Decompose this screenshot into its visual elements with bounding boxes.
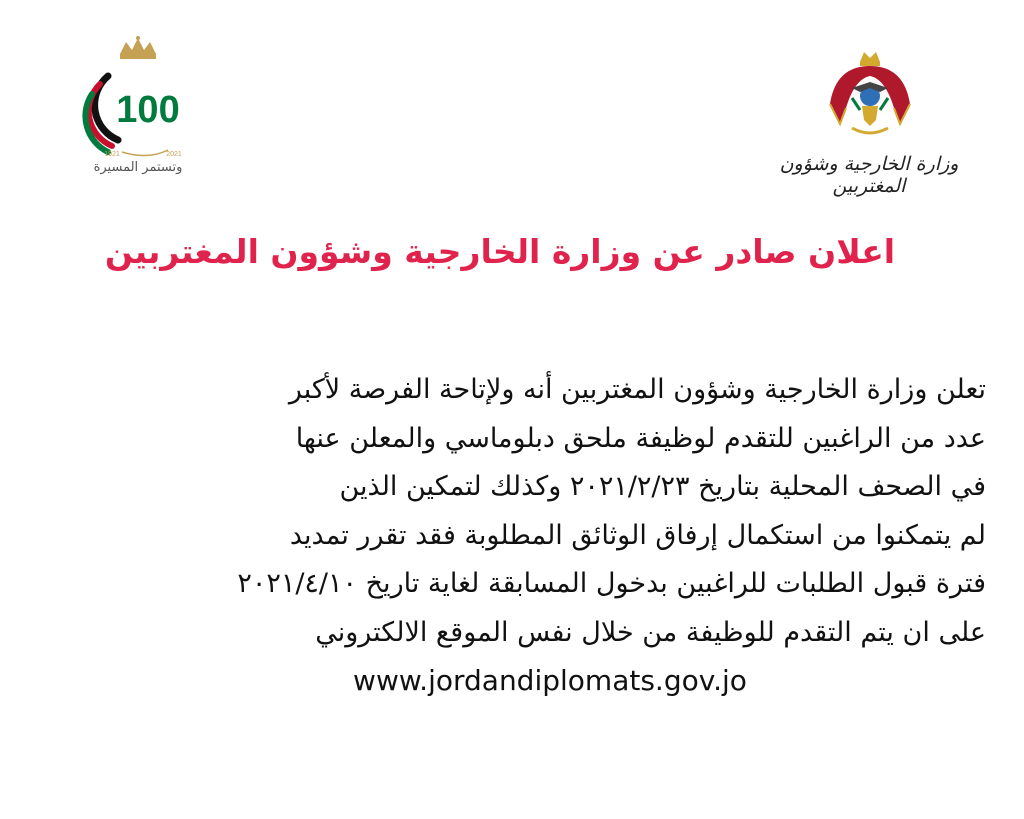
jordan-coat-of-arms-icon	[822, 48, 918, 140]
announcement-headline: اعلان صادر عن وزارة الخارجية وشؤون المغتربين	[104, 232, 896, 271]
body-line: لم يتمكنوا من استكمال إرفاق الوثائق المطلوبة فقد تقرر تمديد	[289, 519, 986, 551]
centennial-caption: وتستمر المسيرة	[93, 160, 183, 175]
centennial-number: 100	[116, 89, 180, 131]
body-line: فترة قبول الطلبات للراغبين بدخول المسابقة لغاية تاريخ ٢٠٢١/٤/١٠	[237, 568, 986, 599]
centennial-year-end: 2021	[166, 151, 182, 158]
website-url: www.jordandiplomats.gov.jo	[353, 664, 747, 697]
centennial-emblem-icon	[78, 36, 198, 160]
body-line: عدد من الراغبين للتقدم لوظيفة ملحق دبلوماسي والمعلن عنها	[295, 422, 986, 454]
body-line: في الصحف المحلية بتاريخ ٢٠٢١/٢/٢٣ وكذلك لتمكين الذين	[339, 471, 986, 502]
centennial-logo	[78, 36, 198, 186]
ministry-label: وزارة الخارجية وشؤون المغتربين	[779, 153, 959, 197]
body-line: على ان يتم التقدم للوظيفة من خلال نفس الموقع الالكتروني	[315, 616, 986, 648]
crown-icon	[120, 36, 156, 59]
body-line: تعلن وزارة الخارجية وشؤون المغتربين أنه ولإتاحة الفرصة لأكبر	[288, 374, 986, 405]
centennial-year-start: 1921	[104, 151, 120, 158]
coat-of-arms	[822, 48, 918, 140]
announcement-body	[40, 366, 986, 657]
